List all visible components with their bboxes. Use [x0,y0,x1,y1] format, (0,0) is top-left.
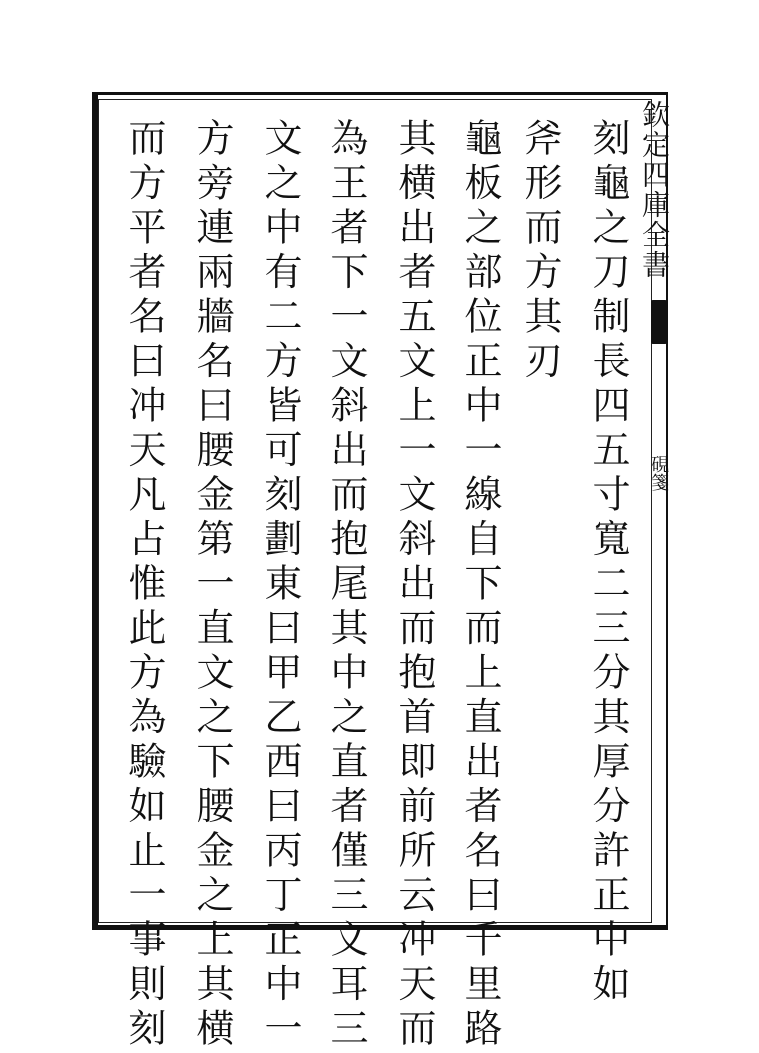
text-column-3: 龜板之部位正中一線自下而上直出者名曰千里路 [458,118,502,1053]
text-column-6: 文之中有二方皆可刻劃東曰甲乙西曰丙丁正中一 [258,118,302,1053]
text-column-4: 其横出者五文上一文斜出而抱首即前所云冲天而 [392,118,436,1053]
text-column-7: 方旁連兩牆名曰腰金第一直文之下腰金之上其横 [190,118,234,1053]
fishtail-mark-icon [651,300,667,344]
text-column-8: 而方平者名曰冲天凡占惟此方為驗如止一事則刻 [122,118,166,1053]
book-title: 欽定四庫全書 [638,100,671,280]
section-label: 硯箋 [648,455,669,491]
text-column-1: 刻龜之刀制長四五寸寬二三分其厚分許正中如 [586,118,630,1008]
text-column-2: 斧形而方其刃 [518,118,562,385]
text-block-frame [98,99,652,923]
text-column-5: 為王者下一文斜出而抱尾其中之直者僅三文耳三 [324,118,368,1053]
